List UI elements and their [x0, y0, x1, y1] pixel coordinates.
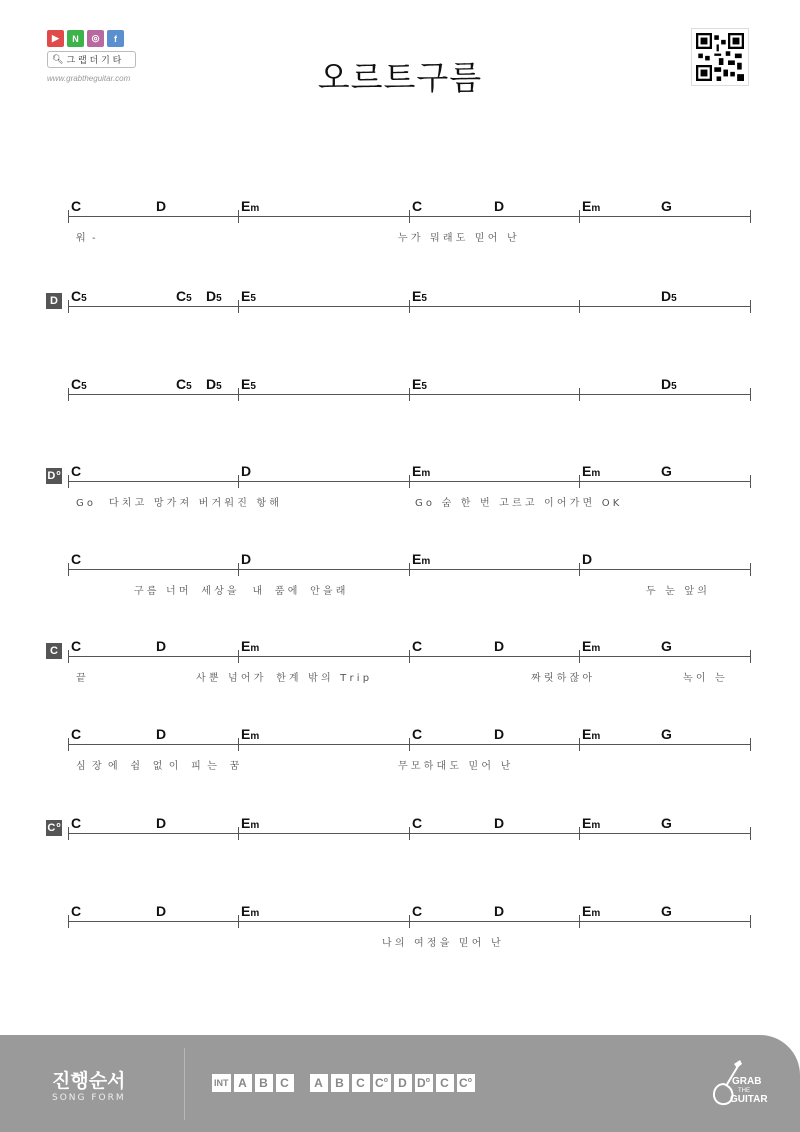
- lyric-text: 녹 이 는: [683, 673, 725, 684]
- bar-line: [238, 300, 239, 313]
- chord-symbol: C5: [71, 288, 87, 304]
- chord-symbol: C: [71, 903, 82, 919]
- lyric-text: 심 장 에 쉼 없 이 피 는 꿈: [76, 761, 240, 772]
- chord-symbol: C: [412, 815, 423, 831]
- bar-line: [750, 650, 751, 663]
- song-form-title: 진행순서: [52, 1070, 126, 1092]
- lyric-text: 끝: [76, 673, 86, 684]
- form-section-box: INT: [212, 1074, 231, 1092]
- chord-symbol: Em: [582, 638, 601, 654]
- bar-line: [579, 915, 580, 928]
- chord-symbol: C: [412, 903, 423, 919]
- chord-symbol: D: [156, 198, 167, 214]
- facebook-icon[interactable]: f: [107, 30, 124, 47]
- youtube-icon[interactable]: ▶: [47, 30, 64, 47]
- bar-line: [409, 210, 410, 223]
- bar-line: [579, 475, 580, 488]
- lyric-text: 짜 릿 하 잖 아: [531, 673, 593, 684]
- chord-row: [68, 198, 750, 263]
- chord-symbol: Em: [241, 726, 260, 742]
- bar-line: [238, 475, 239, 488]
- chord-symbol: C: [412, 726, 423, 742]
- chord-symbol: C: [71, 551, 82, 567]
- chord-symbol: D: [241, 463, 252, 479]
- chord-symbol: Em: [412, 551, 431, 567]
- svg-text:GUITAR: GUITAR: [730, 1094, 768, 1105]
- bar-line: [238, 210, 239, 223]
- section-marker: C o: [47, 822, 61, 834]
- chord-symbol: Em: [582, 463, 601, 479]
- chord-symbol: G: [661, 463, 672, 479]
- qr-code-icon[interactable]: [691, 28, 749, 86]
- chord-symbol: D: [156, 726, 167, 742]
- bar-line: [409, 300, 410, 313]
- chord-symbol: Em: [582, 198, 601, 214]
- bar-line: [238, 650, 239, 663]
- chord-symbol: Em: [582, 903, 601, 919]
- chord-symbol: C: [412, 638, 423, 654]
- form-section-box: A: [310, 1074, 328, 1092]
- chord-symbol: E5: [241, 288, 256, 304]
- chord-symbol: D: [156, 638, 167, 654]
- chord-symbol: E5: [412, 376, 427, 392]
- chord-symbol: D: [494, 903, 505, 919]
- chord-symbol: D: [582, 551, 593, 567]
- bar-line: [579, 563, 580, 576]
- chord-symbol: Em: [582, 815, 601, 831]
- bar-line: [68, 650, 69, 663]
- form-section-box: B: [255, 1074, 273, 1092]
- bar-line: [409, 388, 410, 401]
- bar-line: [750, 388, 751, 401]
- grab-the-guitar-logo: [704, 1058, 774, 1110]
- chord-symbol: Em: [241, 903, 260, 919]
- lyric-text: 사 뿐 넘 어 가 한 계 밖 의 T r i p: [196, 673, 370, 684]
- chord-symbol: D: [494, 726, 505, 742]
- chord-row: [68, 815, 750, 880]
- lyric-text: 나 의 여 정 을 믿 어 난: [382, 938, 501, 949]
- lyric-text: 워 -: [76, 233, 96, 244]
- bar-line: [409, 650, 410, 663]
- bar-line: [750, 210, 751, 223]
- chord-symbol: Em: [241, 198, 260, 214]
- bar-line: [750, 915, 751, 928]
- chord-symbol: D: [494, 638, 505, 654]
- chord-symbol: C5: [176, 288, 192, 304]
- bar-line: [579, 300, 580, 313]
- chord-symbol: Em: [241, 815, 260, 831]
- chord-symbol: D5: [661, 376, 677, 392]
- section-marker: D o: [47, 470, 61, 482]
- song-form-subtitle: SONG FORM: [52, 1093, 126, 1103]
- bar-line: [238, 738, 239, 751]
- section-marker: D: [46, 293, 62, 309]
- lyric-text: G o 다 치 고 망 가 져 버 거 워 진 항 해: [76, 498, 279, 509]
- bar-line: [579, 388, 580, 401]
- bar-line: [409, 738, 410, 751]
- bar-line: [68, 915, 69, 928]
- bar-line: [750, 827, 751, 840]
- bar-line: [238, 915, 239, 928]
- instagram-icon[interactable]: ◎: [87, 30, 104, 47]
- form-section-box: C o: [457, 1074, 475, 1092]
- bar-line: [409, 563, 410, 576]
- naver-icon[interactable]: N: [67, 30, 84, 47]
- chord-row: [68, 376, 750, 441]
- chord-symbol: D: [156, 815, 167, 831]
- bar-line: [579, 738, 580, 751]
- form-section-box: C o: [373, 1074, 391, 1092]
- form-section-box: C: [436, 1074, 454, 1092]
- chord-row: [68, 726, 750, 791]
- chord-symbol: G: [661, 198, 672, 214]
- form-gap: [297, 1074, 307, 1092]
- social-icons: [47, 30, 124, 47]
- chord-symbol: D5: [206, 288, 222, 304]
- lyric-text: G o 숨 한 번 고 르 고 이 어 가 면 O K: [415, 498, 620, 509]
- svg-text:THE: THE: [738, 1088, 750, 1094]
- bar-line: [68, 738, 69, 751]
- bar-line: [68, 210, 69, 223]
- form-section-box: B: [331, 1074, 349, 1092]
- chord-symbol: E5: [412, 288, 427, 304]
- chord-row: [68, 288, 750, 353]
- bar-line: [409, 827, 410, 840]
- bar-line: [750, 300, 751, 313]
- chord-symbol: D: [494, 198, 505, 214]
- lyric-text: 무 모 하 대 도 믿 어 난: [398, 761, 511, 772]
- chord-symbol: G: [661, 903, 672, 919]
- chord-symbol: Em: [582, 726, 601, 742]
- chord-symbol: D5: [661, 288, 677, 304]
- bar-line: [750, 475, 751, 488]
- bar-line: [68, 563, 69, 576]
- chord-symbol: G: [661, 815, 672, 831]
- chord-symbol: Em: [241, 638, 260, 654]
- form-section-box: C: [352, 1074, 370, 1092]
- bar-line: [68, 300, 69, 313]
- chord-row: [68, 463, 750, 528]
- bar-line: [750, 563, 751, 576]
- lyric-text: 구 름 너 머 세 상 을 내 품 에 안 을 래: [134, 586, 346, 597]
- form-section-box: D o: [415, 1074, 433, 1092]
- lyric-text: 두 눈 앞 의: [646, 586, 707, 597]
- bar-line: [238, 388, 239, 401]
- chord-symbol: G: [661, 638, 672, 654]
- chord-symbol: C: [71, 726, 82, 742]
- chord-symbol: C: [412, 198, 423, 214]
- section-marker: C: [46, 643, 62, 659]
- bar-line: [579, 650, 580, 663]
- chord-symbol: G: [661, 726, 672, 742]
- site-url[interactable]: www.grabtheguitar.com: [47, 74, 131, 83]
- chord-symbol: C: [71, 638, 82, 654]
- song-form-sequence: [212, 1074, 475, 1092]
- bar-line: [68, 475, 69, 488]
- bar-line: [579, 827, 580, 840]
- bar-line: [750, 738, 751, 751]
- chord-symbol: D: [494, 815, 505, 831]
- chord-symbol: D: [241, 551, 252, 567]
- chord-symbol: C5: [176, 376, 192, 392]
- bar-line: [68, 388, 69, 401]
- chord-row: [68, 638, 750, 703]
- song-title: 오르트구름: [317, 58, 483, 97]
- search-icon: 🔍︎: [52, 54, 64, 65]
- chord-symbol: C: [71, 815, 82, 831]
- chord-symbol: E5: [241, 376, 256, 392]
- chord-symbol: C: [71, 463, 82, 479]
- chord-symbol: C: [71, 198, 82, 214]
- bar-line: [579, 210, 580, 223]
- chord-symbol: D5: [206, 376, 222, 392]
- bar-line: [409, 915, 410, 928]
- search-label: 그 랩 더 기 타: [66, 56, 122, 66]
- chord-row: [68, 551, 750, 616]
- bar-line: [238, 563, 239, 576]
- chord-symbol: Em: [412, 463, 431, 479]
- bar-line: [409, 475, 410, 488]
- form-section-box: D: [394, 1074, 412, 1092]
- chord-symbol: D: [156, 903, 167, 919]
- lyric-text: 누 가 뭐 래 도 믿 어 난: [398, 233, 517, 244]
- bar-line: [238, 827, 239, 840]
- chord-symbol: C5: [71, 376, 87, 392]
- form-section-box: C: [276, 1074, 294, 1092]
- svg-text:GRAB: GRAB: [732, 1076, 762, 1087]
- bar-line: [68, 827, 69, 840]
- chord-row: [68, 903, 750, 968]
- footer-divider: [184, 1048, 185, 1120]
- form-section-box: A: [234, 1074, 252, 1092]
